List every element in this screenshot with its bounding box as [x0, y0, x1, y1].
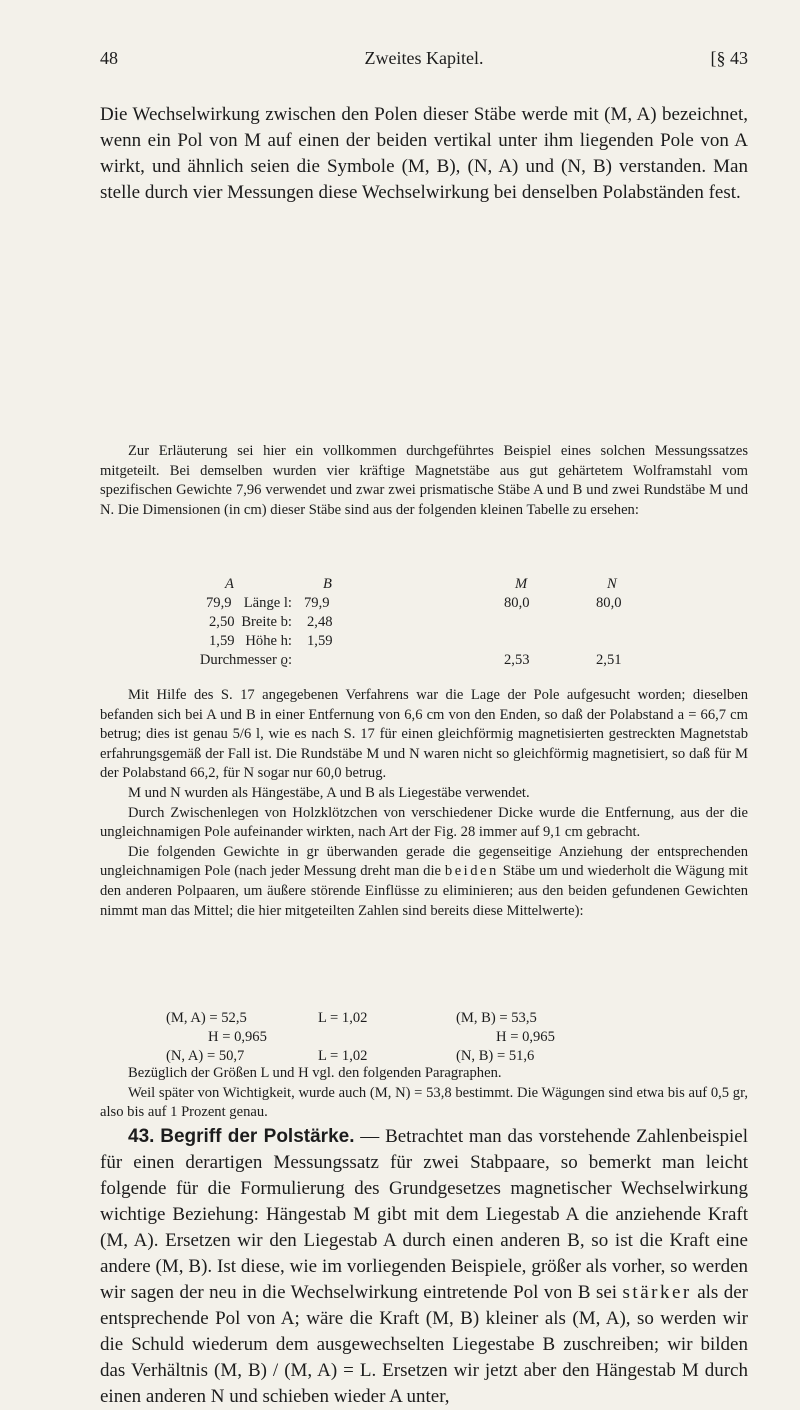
mean-value-mb: (M, B) = 53,5 [456, 1010, 537, 1026]
section-43 [100, 1124, 748, 1410]
mean-value-nb: (N, B) = 51,6 [456, 1048, 535, 1064]
usage-paragraph: M und N wurden als Hängestäbe, A und B als Liegestäbe verwendet. [128, 784, 530, 801]
mn-paragraph: Weil später von Wichtigkeit, wurde auch (M, N) = 53,8 bestimmt. Die Wägungen sind etwa bis auf 0,5 gr, also bis auf 1 Prozent genau. [100, 1084, 748, 1121]
table-column-header: B [323, 576, 332, 592]
table-cell: 2,51 [596, 652, 622, 668]
table-cell: 2,53 [504, 652, 530, 668]
method-block [100, 686, 748, 921]
section-heading: Begriff der Polstärke. [160, 1126, 355, 1147]
chapter-title: Zweites Kapitel. [364, 48, 484, 68]
running-header [100, 48, 748, 72]
table-column-header: A [225, 576, 234, 592]
mean-value-l: L = 1,02 [318, 1048, 368, 1064]
table-cell: 2,48 [307, 614, 333, 630]
table-cell: 80,0 [504, 595, 530, 611]
example-intro-paragraph: Zur Erläuterung sei hier ein vollkommen durchgeführtes Beispiel eines solchen Messungssatzes mitgeteilt. Bei demselben wurden vier kräftige Magnetstäbe aus gut gehärtetem Wolframstahl vom spezifischen Gewichte 7,96 verwendet und zwar zwei prismatische Stäbe A und B und zwei Rundstäbe M und N. Die Dimensionen (in cm) dieser Stäbe sind aus der folgenden kleinen Tabelle zu ersehen: [100, 443, 748, 518]
section-emphasis: stärker [622, 1282, 692, 1303]
table-row-label: Durchmesser ϱ: [199, 652, 292, 668]
table-cell: 79,9 [206, 595, 232, 611]
weights-text-b: Stäbe um und wiederholt die Wägung mit den anderen Polpaaren, um äußere störende Einflüsse zu eliminieren; aus den beiden gefundenen Gewichten nimmt man das Mittel; die hier mitgeteilten Zahlen sind bereits diese Mittelwerte): [100, 863, 748, 919]
table-cell: 1,59 [307, 633, 333, 649]
section-reference: [§ 43 [710, 48, 748, 68]
intro-block [100, 102, 748, 206]
table-column-header: N [607, 576, 617, 592]
table-row-label: Höhe h: [245, 633, 292, 649]
weights-paragraph [100, 843, 748, 921]
notes-block [100, 1064, 748, 1123]
method-paragraph: Mit Hilfe des S. 17 angegebenen Verfahrens war die Lage der Pole aufgesucht worden; dieselben befanden sich bei A und B in einer Entfernung von 6,6 cm von den Enden, so daß der Polabstand a = 66,7 cm betrug; dies ist genau 5/6 l, wie es nach S. 17 für einen gleichförmig magnetisierten gestreckten Magnetstab erfahrungsgemäß der Fall ist. Die Rundstäbe M und N waren nicht so gleichförmig magnetisiert, so daß für M der Polabstand 66,2, für N sogar nur 60,0 betrug. [100, 687, 748, 782]
mean-value-h: H = 0,965 [208, 1029, 267, 1045]
section-number: 43. [128, 1126, 155, 1147]
table-column-header: M [515, 576, 528, 592]
section-text-a: — Betrachtet man das vorstehende Zahlenbeispiel für einen derartigen Messungssatz für zwei Stabpaare, so bemerkt man leicht folgende für die Formulierung des Grundgesetzes magnetischer Wechselwirkung wichtige Beziehung: Hängestab M gibt mit dem Liegestab A die anziehende Kraft (M, A). Ersetzen wir den Liegestab A durch einen anderen B, so ist die Kraft eine andere (M, B). Ist diese, wie im vorliegenden Beispiele, größer als vorher, so werden wir sagen der neu in die Wechselwirkung eintretende Pol von B sei [100, 1126, 749, 1303]
table-row-label: Breite b: [241, 614, 292, 630]
table-row-label: Länge l: [243, 595, 292, 611]
reference-paragraph: Bezüglich der Größen L und H vgl. den folgenden Paragraphen. [128, 1065, 502, 1081]
example-block [100, 442, 748, 520]
section-text-b: als der entsprechende Pol von A; wäre die Kraft (M, B) kleiner als (M, A), so werden wir die Schuld wiederum dem ausgewechselten Liegestabe B zuschreiben; wir bilden das Verhältnis (M, B) / (M, A) = L. Ersetzen wir jetzt aber den Hängestab M durch einen anderen N und schieben wieder A unter, [100, 1282, 749, 1407]
distance-paragraph: Durch Zwischenlegen von Holzklötzchen von verschiedener Dicke wurde die Entfernung, aus der die ungleichnamigen Pole aufeinander wirkten, nach Art der Fig. 28 immer auf 9,1 cm gebracht. [100, 804, 748, 841]
mean-value-na: (N, A) = 50,7 [166, 1048, 245, 1064]
table-cell: 79,9 [304, 595, 330, 611]
intro-paragraph: Die Wechselwirkung zwischen den Polen dieser Stäbe werde mit (M, A) bezeichnet, wenn ein Pol von M auf einen der beiden vertikal unter ihm liegenden Pole von A wirkt, und ähnlich seien die Symbole (M, B), (N, A) und (N, B) verstanden. Man stelle durch vier Messungen diese Wechselwirkung bei denselben Polabständen fest. [100, 104, 748, 203]
table-cell: 80,0 [596, 595, 622, 611]
section-paragraph [100, 1124, 748, 1410]
page-number: 48 [100, 48, 118, 68]
mean-value-l: L = 1,02 [318, 1010, 368, 1026]
weights-emphasis: beiden [444, 863, 499, 880]
weights-text-a: Die folgenden Gewichte in gr überwanden gerade die gegenseitige Anziehung der entsprechenden ungleichnamigen Pole (nach jeder Messung dreht man die [100, 843, 748, 880]
mean-value-h: H = 0,965 [496, 1029, 555, 1045]
mean-value-ma: (M, A) = 52,5 [166, 1010, 247, 1026]
table-cell: 1,59 [209, 633, 235, 649]
table-cell: 2,50 [209, 614, 235, 630]
